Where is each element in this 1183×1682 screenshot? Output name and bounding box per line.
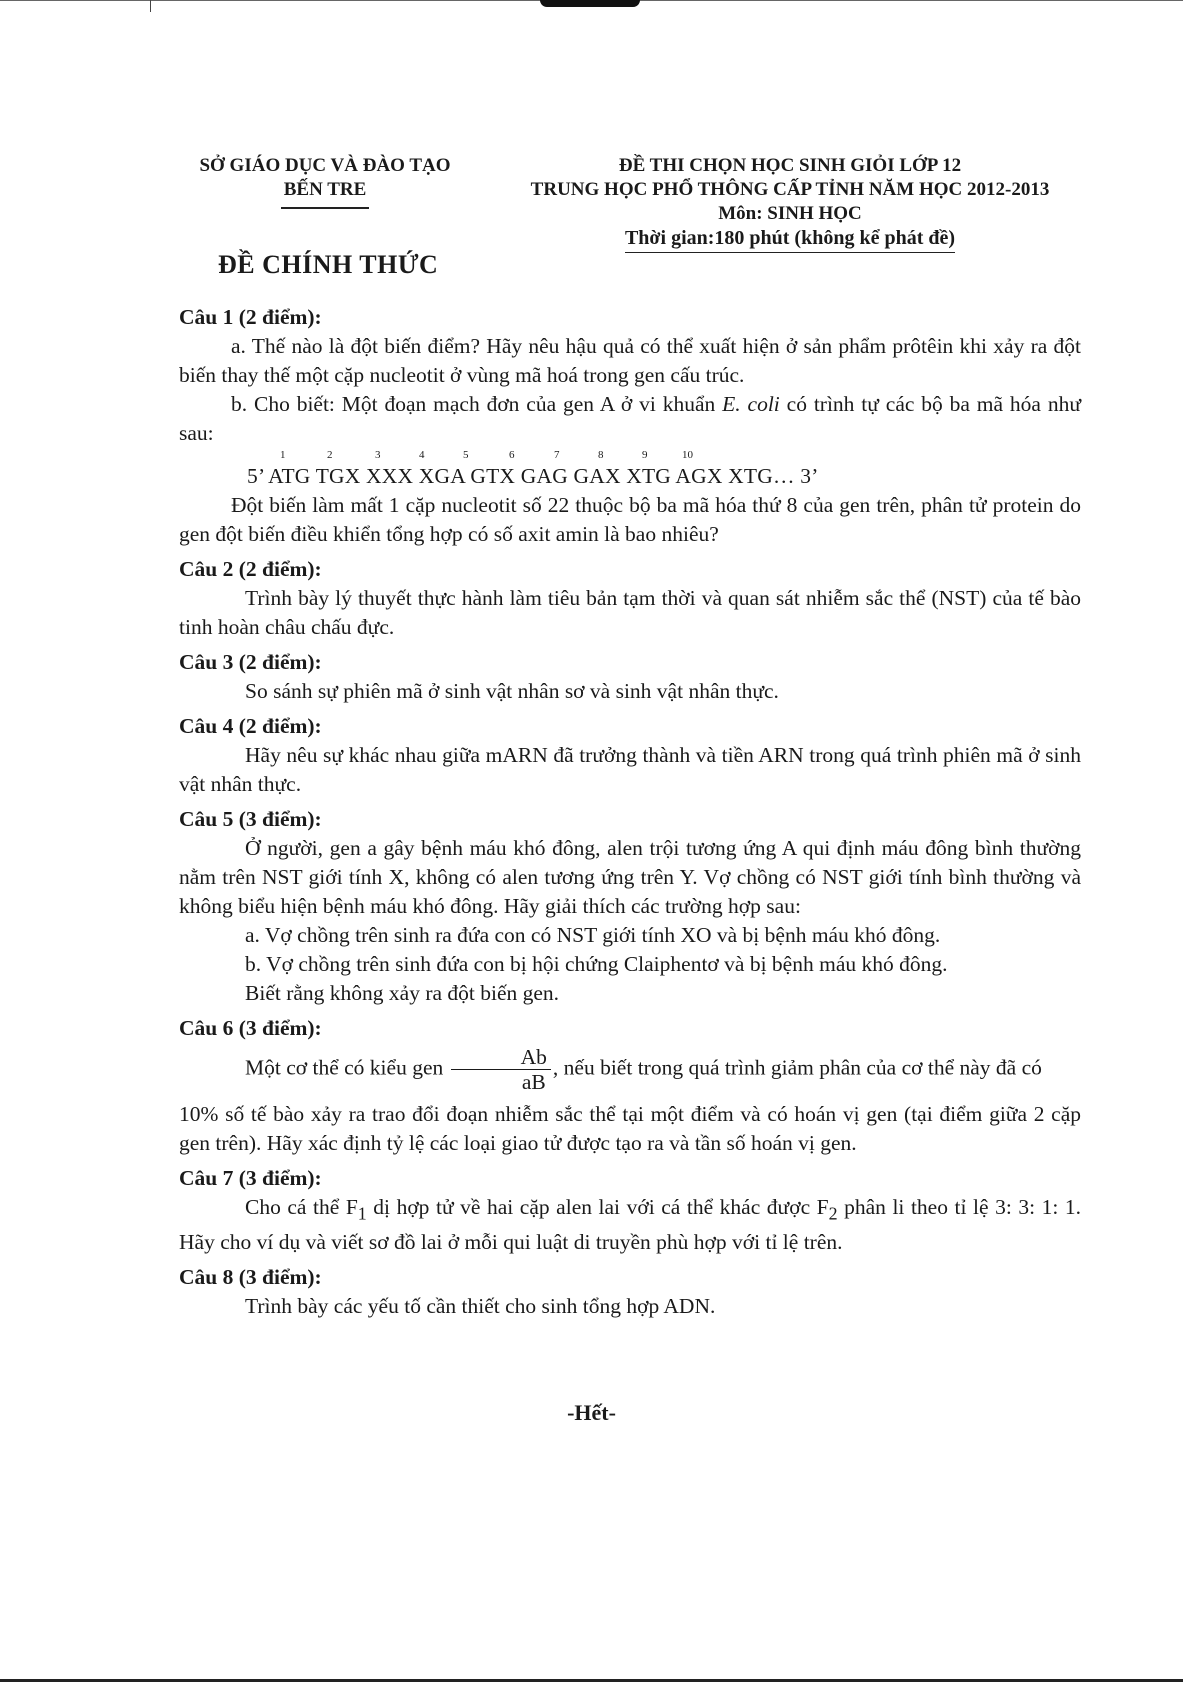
- question-text: [179, 1045, 1081, 1094]
- question-6: [179, 1014, 1081, 1158]
- question-part-a: a. Vợ chồng trên sinh ra đứa con có NST giới tính XO và bị bệnh máu khó đông.: [245, 923, 941, 947]
- scan-artifact: [540, 0, 640, 7]
- codon-number: 4: [419, 449, 425, 461]
- genotype-fraction: [451, 1045, 551, 1094]
- text: phân li theo tỉ lệ 3: 3: 1: 1. Hãy cho ví dụ và viết sơ đồ lai ở mỗi qui luật di truyền phù hợp với tỉ lệ trên.: [179, 1195, 1082, 1255]
- question-title: Câu 2 (2 điểm):: [179, 557, 322, 581]
- exam-duration: Thời gian:180 phút (không kể phát đề): [625, 226, 955, 253]
- question-1: [179, 303, 1081, 549]
- province-name: BẾN TRE: [283, 179, 367, 200]
- dna-sequence: 5’ ATG TGX XXX XGA GTX GAG GAX XTG AGX XTG… 3’: [247, 464, 819, 488]
- question-title: Câu 1 (2 điểm):: [179, 305, 322, 329]
- question-4: [179, 712, 1081, 799]
- question-note: Biết rằng không xảy ra đột biến gen.: [245, 981, 560, 1005]
- question-text: Trình bày các yếu tố cần thiết cho sinh tổng hợp ADN.: [245, 1294, 716, 1319]
- subscript: 1: [357, 1203, 367, 1224]
- question-part-a: a. Thế nào là đột biến điểm? Hãy nêu hậu quả có thể xuất hiện ở sản phẩm prôtêin khi xảy ra đột biến thay thế một cặp nucleotit ở vùng mã hoá trong gen cấu trúc.: [179, 334, 1081, 387]
- question-part-b: b. Vợ chồng trên sinh đứa con bị hội chứng Claiphentơ và bị bệnh máu khó đông.: [245, 952, 948, 976]
- exam-level: TRUNG HỌC PHỔ THÔNG CẤP TỈNH NĂM HỌC 2012-2013: [530, 179, 1050, 200]
- exam-header: [490, 154, 1090, 253]
- question-text: Ở người, gen a gây bệnh máu khó đông, alen trội tương ứng A qui định máu đông bình thường nằm trên NST giới tính X, không có alen tương ứng trên Y. Vợ chồng có NST giới tính bình thường và không biểu hiện bệnh máu khó đông. Hãy giải thích các trường hợp sau:: [179, 836, 1081, 918]
- text: Một cơ thể có kiểu gen: [245, 1055, 449, 1080]
- question-title: Câu 4 (2 điểm):: [179, 714, 322, 738]
- question-title: Câu 5 (3 điểm):: [179, 807, 322, 831]
- codon-number: 9: [642, 449, 648, 461]
- question-part-b: [179, 390, 1081, 448]
- fraction-numerator: Ab: [451, 1045, 551, 1070]
- question-title: Câu 6 (3 điểm):: [179, 1016, 322, 1040]
- question-text: Trình bày lý thuyết thực hành làm tiêu bản tạm thời và quan sát nhiễm sắc thể (NST) của tế bào tinh hoàn châu chấu đực.: [179, 586, 1081, 639]
- question-5: [179, 805, 1081, 1008]
- text: có trình tự các bộ ba mã hóa như sau:: [179, 392, 1081, 445]
- question-text-continued: 10% số tế bào xảy ra trao đổi đoạn nhiễm sắc thể tại một điểm và có hoán vị gen (tại điểm giữa 2 cặp gen trên). Hãy xác định tỷ lệ các loại giao tử được tạo ra và tần số hoán vị gen.: [179, 1102, 1081, 1155]
- question-8: [179, 1263, 1081, 1321]
- question-7: [179, 1164, 1081, 1257]
- header-underline: [281, 207, 369, 209]
- question-title: Câu 3 (2 điểm):: [179, 650, 322, 674]
- question-2: [179, 555, 1081, 642]
- codon-number: 7: [554, 449, 560, 461]
- question-text: So sánh sự phiên mã ở sinh vật nhân sơ và sinh vật nhân thực.: [245, 679, 779, 703]
- codon-number: 3: [375, 449, 381, 461]
- end-marker: -Hết-: [567, 1400, 616, 1425]
- question-text: Hãy nêu sự khác nhau giữa mARN đã trưởng thành và tiền ARN trong quá trình phiên mã ở sinh vật nhân thực.: [179, 743, 1081, 796]
- text: , nếu biết trong quá trình giảm phân của cơ thể này đã có: [552, 1055, 1042, 1080]
- codon-number: 6: [509, 449, 515, 461]
- department-name: SỞ GIÁO DỤC VÀ ĐÀO TẠO: [199, 155, 451, 176]
- text: dị hợp tử về hai cặp alen lai với cá thể khác được F: [366, 1195, 829, 1219]
- subscript: 2: [828, 1203, 838, 1224]
- scan-mark: [150, 0, 151, 12]
- codon-number: 2: [327, 449, 333, 461]
- exam-subject: Môn: SINH HỌC: [718, 203, 862, 224]
- species-name: E. coli: [722, 392, 780, 416]
- codon-numbers: [179, 448, 1081, 462]
- codon-number: 10: [682, 449, 693, 461]
- question-mutation: Đột biến làm mất 1 cặp nucleotit số 22 thuộc bộ ba mã hóa thứ 8 của gen trên, phân tử protein do gen đột biến điều khiển tổng hợp có số axit amin là bao nhiêu?: [179, 493, 1081, 546]
- text: Cho cá thể F: [245, 1195, 358, 1219]
- question-title: Câu 8 (3 điểm):: [179, 1265, 322, 1290]
- question-3: [179, 648, 1081, 706]
- codon-number: 1: [280, 449, 286, 461]
- issuer-header: [180, 154, 470, 209]
- exam-title: ĐỀ THI CHỌN HỌC SINH GIỎI LỚP 12: [618, 155, 962, 176]
- question-title: Câu 7 (3 điểm):: [179, 1166, 322, 1190]
- official-label: ĐỀ CHÍNH THỨC: [218, 250, 439, 279]
- codon-number: 5: [463, 449, 469, 461]
- codon-number: 8: [598, 449, 604, 461]
- exam-body: [179, 303, 1081, 1327]
- question-text: [179, 1193, 1081, 1257]
- fraction-denominator: aB: [521, 1070, 546, 1094]
- text: b. Cho biết: Một đoạn mạch đơn của gen A ở vi khuẩn: [231, 392, 723, 416]
